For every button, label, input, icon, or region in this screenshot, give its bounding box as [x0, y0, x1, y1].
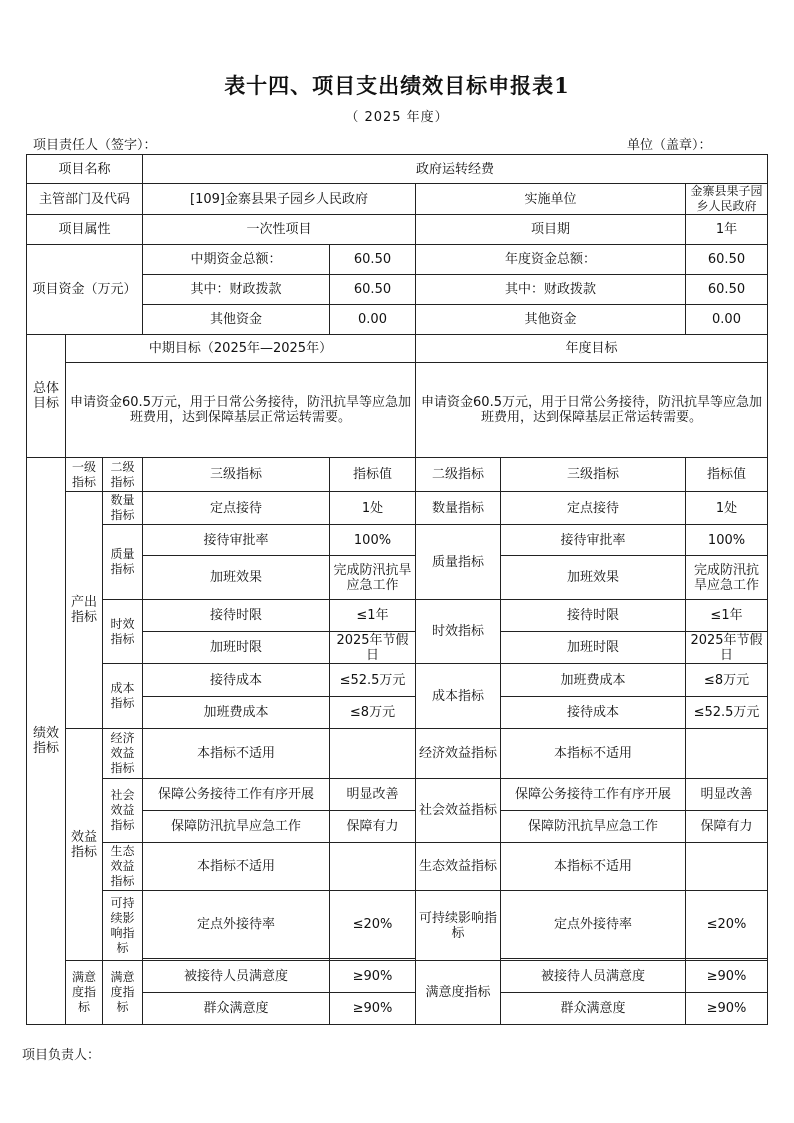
r14-left: 群众满意度: [143, 993, 330, 1025]
quality-indicator: 质量指标: [103, 525, 143, 600]
output-indicator: 产出指标: [66, 492, 103, 729]
r7-right: 接待成本: [501, 697, 686, 729]
h-level3: 三级指标: [143, 458, 330, 492]
project-name: 政府运转经费: [143, 155, 768, 184]
sustain-indicator-r: 可持续影响指标: [416, 891, 501, 961]
ecological-indicator-r: 生态效益指标: [416, 843, 501, 891]
year-line: （ 2025 年度）: [345, 110, 449, 125]
h-level2: 二级指标: [103, 458, 143, 492]
social-indicator: 社会效益指标: [103, 779, 143, 843]
r11-left-value: [330, 843, 416, 891]
mid-other-label: 其他资金: [143, 305, 330, 335]
r6-left-value: ≤52.5万元: [330, 664, 416, 697]
unit-label: 单位（盖章）：: [627, 138, 712, 153]
r8-left-value: [330, 729, 416, 779]
performance-table: [26, 154, 768, 1025]
r5-right: 加班时限: [501, 632, 686, 664]
timeliness-indicator-r: 时效指标: [416, 600, 501, 664]
r8-left: 本指标不适用: [143, 729, 330, 779]
r5-right-value: 2025年节假日: [686, 632, 768, 664]
r14-right-value: ≥90%: [686, 993, 768, 1025]
economic-indicator: 经济效益指标: [103, 729, 143, 779]
satisfaction-indicator-r: 满意度指标: [416, 961, 501, 1025]
mid-fiscal-label: 其中：财政拨款: [143, 275, 330, 305]
r1-left: 定点接待: [143, 492, 330, 525]
h-level1: 一级指标: [66, 458, 103, 492]
r9-left-value: 明显改善: [330, 779, 416, 811]
r5-left: 加班时限: [143, 632, 330, 664]
mid-other-value: 0.00: [330, 305, 416, 335]
r12-left: 定点外接待率: [143, 891, 330, 959]
timeliness-indicator: 时效指标: [103, 600, 143, 664]
year-goal-text: 申请资金60.5万元，用于日常公务接待，防汛抗旱等应急加班费用，达到保障基层正常运转需要。: [416, 363, 768, 458]
r4-left-value: ≤1年: [330, 600, 416, 632]
r3-right: 加班效果: [501, 556, 686, 600]
r1-left-value: 1处: [330, 492, 416, 525]
cost-indicator-r: 成本指标: [416, 664, 501, 729]
h-value-r: 指标值: [686, 458, 768, 492]
r4-right: 接待时限: [501, 600, 686, 632]
r13-right: 被接待人员满意度: [501, 961, 686, 993]
quantity-indicator: 数量指标: [103, 492, 143, 525]
year-total-label: 年度资金总额：: [416, 245, 686, 275]
r13-left-value: ≥90%: [330, 961, 416, 993]
r10-left-value: 保障有力: [330, 811, 416, 843]
r12-right: 定点外接待率: [501, 891, 686, 959]
r14-left-value: ≥90%: [330, 993, 416, 1025]
r7-left: 加班费成本: [143, 697, 330, 729]
h-value: 指标值: [330, 458, 416, 492]
year-other-label: 其他资金: [416, 305, 686, 335]
r3-left: 加班效果: [143, 556, 330, 600]
h-level2-r: 二级指标: [416, 458, 501, 492]
impl-label: 实施单位: [416, 184, 686, 215]
mid-goal-header: 中期目标（2025年—2025年）: [66, 335, 416, 363]
r12-right-value: ≤20%: [686, 891, 768, 959]
r14-right: 群众满意度: [501, 993, 686, 1025]
r13-right-value: ≥90%: [686, 961, 768, 993]
r2-right: 接待审批率: [501, 525, 686, 556]
mid-goal-text: 申请资金60.5万元，用于日常公务接待，防汛抗旱等应急加班费用，达到保障基层正常运转需要。: [66, 363, 416, 458]
year-total-value: 60.50: [686, 245, 768, 275]
attr-label: 项目属性: [27, 215, 143, 245]
satisfaction-indicator: 满意度指标: [66, 961, 103, 1025]
r8-right-value: [686, 729, 768, 779]
r11-right: 本指标不适用: [501, 843, 686, 891]
goals-label: 总体目标: [27, 335, 66, 458]
r10-right-value: 保障有力: [686, 811, 768, 843]
benefit-indicator: 效益指标: [66, 729, 103, 961]
r12-left-value: ≤20%: [330, 891, 416, 959]
h-level3-r: 三级指标: [501, 458, 686, 492]
period-value: 1年: [686, 215, 768, 245]
responsible-label: 项目责任人（签字）：: [33, 138, 157, 153]
r2-right-value: 100%: [686, 525, 768, 556]
r5-left-value: 2025年节假日: [330, 632, 416, 664]
mid-total-value: 60.50: [330, 245, 416, 275]
r9-right: 保障公务接待工作有序开展: [501, 779, 686, 811]
funds-label: 项目资金（万元）: [27, 245, 143, 335]
year-goal-header: 年度目标: [416, 335, 768, 363]
year-fiscal-value: 60.50: [686, 275, 768, 305]
dept-label: 主管部门及代码: [27, 184, 143, 215]
year-other-value: 0.00: [686, 305, 768, 335]
r8-right: 本指标不适用: [501, 729, 686, 779]
satisfaction-sub-indicator: 满意度指标: [103, 961, 143, 1025]
r13-left: 被接待人员满意度: [143, 961, 330, 993]
attr-value: 一次性项目: [143, 215, 416, 245]
economic-indicator-r: 经济效益指标: [416, 729, 501, 779]
r6-right: 加班费成本: [501, 664, 686, 697]
sustain-indicator: 可持续影响指标: [103, 891, 143, 961]
mid-total-label: 中期资金总额：: [143, 245, 330, 275]
r2-left-value: 100%: [330, 525, 416, 556]
r9-left: 保障公务接待工作有序开展: [143, 779, 330, 811]
r3-right-value: 完成防汛抗旱应急工作: [686, 556, 768, 600]
r10-left: 保障防汛抗旱应急工作: [143, 811, 330, 843]
social-indicator-r: 社会效益指标: [416, 779, 501, 843]
r9-right-value: 明显改善: [686, 779, 768, 811]
period-label: 项目期: [416, 215, 686, 245]
r4-left: 接待时限: [143, 600, 330, 632]
perf-label: 绩效指标: [27, 458, 66, 1025]
cost-indicator: 成本指标: [103, 664, 143, 729]
page-title: 表十四、项目支出绩效目标申报表1: [224, 73, 570, 98]
r11-left: 本指标不适用: [143, 843, 330, 891]
impl-value: 金寨县果子园乡人民政府: [686, 184, 768, 215]
mid-fiscal-value: 60.50: [330, 275, 416, 305]
r3-left-value: 完成防汛抗旱应急工作: [330, 556, 416, 600]
quality-indicator-r: 质量指标: [416, 525, 501, 600]
r1-right: 定点接待: [501, 492, 686, 525]
project-name-label: 项目名称: [27, 155, 143, 184]
r6-right-value: ≤8万元: [686, 664, 768, 697]
r4-right-value: ≤1年: [686, 600, 768, 632]
footer-label: 项目负责人：: [22, 1048, 101, 1063]
r6-left: 接待成本: [143, 664, 330, 697]
r7-left-value: ≤8万元: [330, 697, 416, 729]
r2-left: 接待审批率: [143, 525, 330, 556]
r10-right: 保障防汛抗旱应急工作: [501, 811, 686, 843]
dept-value: [109]金寨县果子园乡人民政府: [143, 184, 416, 215]
ecological-indicator: 生态效益指标: [103, 843, 143, 891]
r1-right-value: 1处: [686, 492, 768, 525]
r11-right-value: [686, 843, 768, 891]
year-fiscal-label: 其中：财政拨款: [416, 275, 686, 305]
quantity-indicator-r: 数量指标: [416, 492, 501, 525]
r7-right-value: ≤52.5万元: [686, 697, 768, 729]
